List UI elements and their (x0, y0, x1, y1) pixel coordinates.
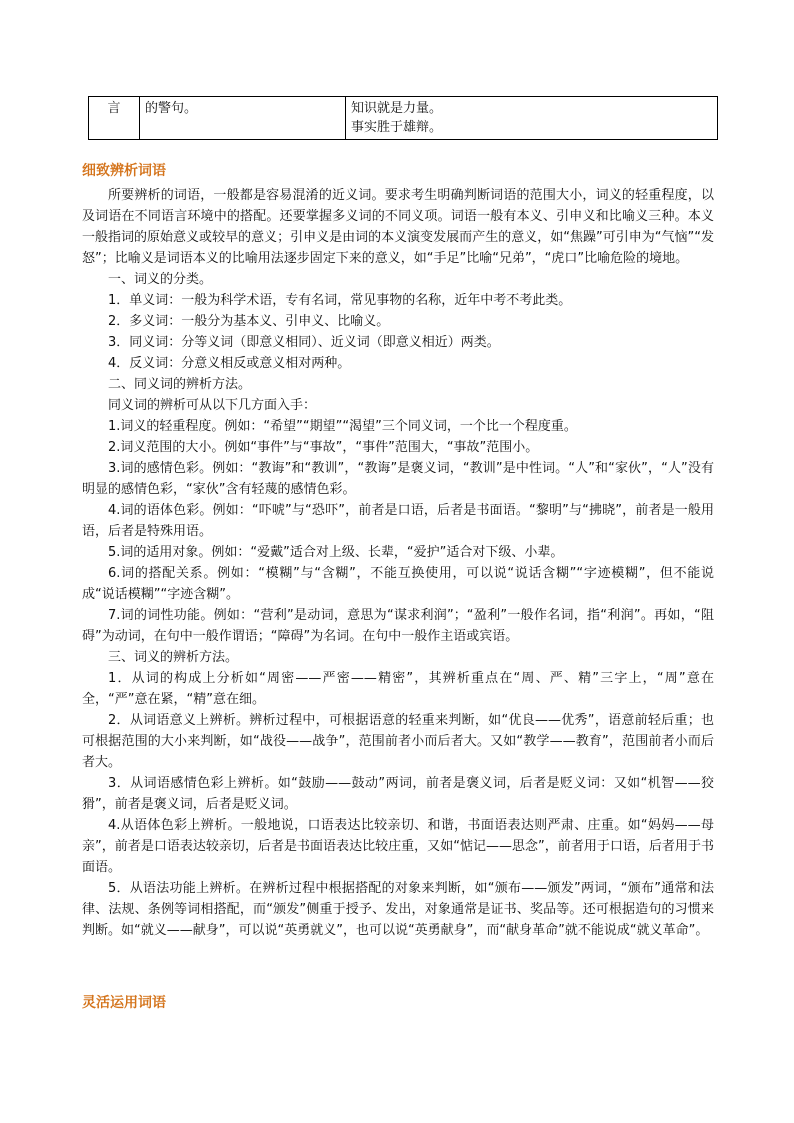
paragraph: 2．从词语意义上辨析。辨析过程中，可根据语意的轻重来判断，如“优良——优秀”，语意前轻后重；也可根据范围的大小来判断，如“战役——战争”，范围前者小而后者大。又如“教学——教育”，范围前者小而后者大。 (82, 713, 714, 770)
paragraph: 2.词义范围的大小。例如“事件”与“事故”，“事件”范围大，“事故”范围小。 (108, 440, 539, 455)
paragraph: 同义词的辨析可从以下几方面入手： (108, 398, 317, 413)
paragraph: 二、同义词的辨析方法。 (108, 377, 252, 392)
paragraph: 所要辨析的词语，一般都是容易混淆的近义词。要求考生明确判断词语的范围大小，词义的轻重程度，以及词语在不同语言环境中的搭配。还要掌握多义词的不同义项。词语一般有本义、引申义和比喻义三种。本义一般指词的原始意义或较早的意义；引申义是由词的本义演变发展而产生的意义，如“焦躁”可引申为“气恼”“发怒”；比喻义是词语本义的比喻用法逐步固定下来的意义，如“手足”比喻“兄弟”，“虎口”比喻危险的境地。 (82, 188, 714, 266)
paragraph: 1．从词的构成上分析如“周密——严密——精密”，其辨析重点在“周、严、精”三字上，“周”意在全，“严”意在紧，“精”意在细。 (82, 671, 714, 707)
paragraph: 5．从语法功能上辨析。在辨析过程中根据搭配的对象来判断，如“颁布——颁发”两词，“颁布”通常和法律、法规、条例等词相搭配，而“颁发”侧重于授予、发出，对象通常是证书、奖品等。还可根据造句的习惯来判断。如“就义——献身”，可以说“英勇就义”，也可以说“英勇献身”，而“献身革命”就不能说成“就义革命”。 (82, 881, 714, 938)
paragraph: 三、词义的辨析方法。 (108, 650, 239, 665)
analysis-body (82, 185, 714, 941)
table-cell-description: 的警句。 (140, 97, 346, 140)
quote-table (88, 96, 718, 140)
paragraph: 5.词的适用对象。例如：“爱戴”适合对上级、长辈，“爱护”适合对下级、小辈。 (108, 545, 564, 560)
paragraph: 2．多义词：一般分为基本义、引申义、比喻义。 (108, 314, 390, 329)
paragraph: 1.词义的轻重程度。例如：“希望”“期望”“渴望”三个同义词，一个比一个程度重。 (108, 419, 577, 434)
example-line: 知识就是力量。 (351, 101, 443, 116)
table-cell-type: 言 (89, 97, 140, 140)
paragraph: 3．同义词：分等义词（即意义相同）、近义词（即意义相近）两类。 (108, 335, 500, 350)
paragraph: 6.词的搭配关系。例如：“模糊”与“含糊”，不能互换使用，可以说“说话含糊”“字迹模糊”，但不能说成“说话模糊”“字迹含糊”。 (82, 566, 714, 602)
paragraph: 3．从词语感情色彩上辨析。如“鼓励——鼓动”两词，前者是褒义词，后者是贬义词：又如“机智——狡猾”，前者是褒义词，后者是贬义词。 (82, 776, 714, 812)
paragraph: 4.词的语体色彩。例如：“吓唬”与“恐吓”，前者是口语，后者是书面语。“黎明”与“拂晓”，前者是一般用语，后者是特殊用语。 (82, 503, 714, 539)
paragraph: 一、词义的分类。 (108, 272, 213, 287)
paragraph: 4.从语体色彩上辨析。一般地说，口语表达比较亲切、和谐，书面语表达则严肃、庄重。如“妈妈——母亲”，前者是口语表达较亲切，后者是书面语表达比较庄重，又如“惦记——思念”，前者用于口语，后者用于书面语。 (82, 818, 714, 875)
section-title-analysis: 细致辨析词语 (82, 163, 166, 179)
paragraph: 4．反义词：分意义相反或意义相对两种。 (108, 356, 351, 371)
example-line: 事实胜于雄辩。 (351, 120, 443, 135)
paragraph: 3.词的感情色彩。例如：“教诲”和“教训”，“教诲”是褒义词，“教训”是中性词。“人”和“家伙”，“人”没有明显的感情色彩，“家伙”含有轻蔑的感情色彩。 (82, 461, 714, 497)
paragraph: 1．单义词：一般为科学术语，专有名词，常见事物的名称，近年中考不考此类。 (108, 293, 572, 308)
table-cell-examples (346, 97, 718, 140)
section-title-usage: 灵活运用词语 (82, 995, 166, 1011)
paragraph: 7.词的词性功能。例如：“营利”是动词，意思为“谋求利润”；“盈利”一般作名词，指“利润”。再如，“阻碍”为动词，在句中一般作谓语；“障碍”为名词。在句中一般作主语或宾语。 (82, 608, 714, 644)
table-row (89, 97, 718, 140)
